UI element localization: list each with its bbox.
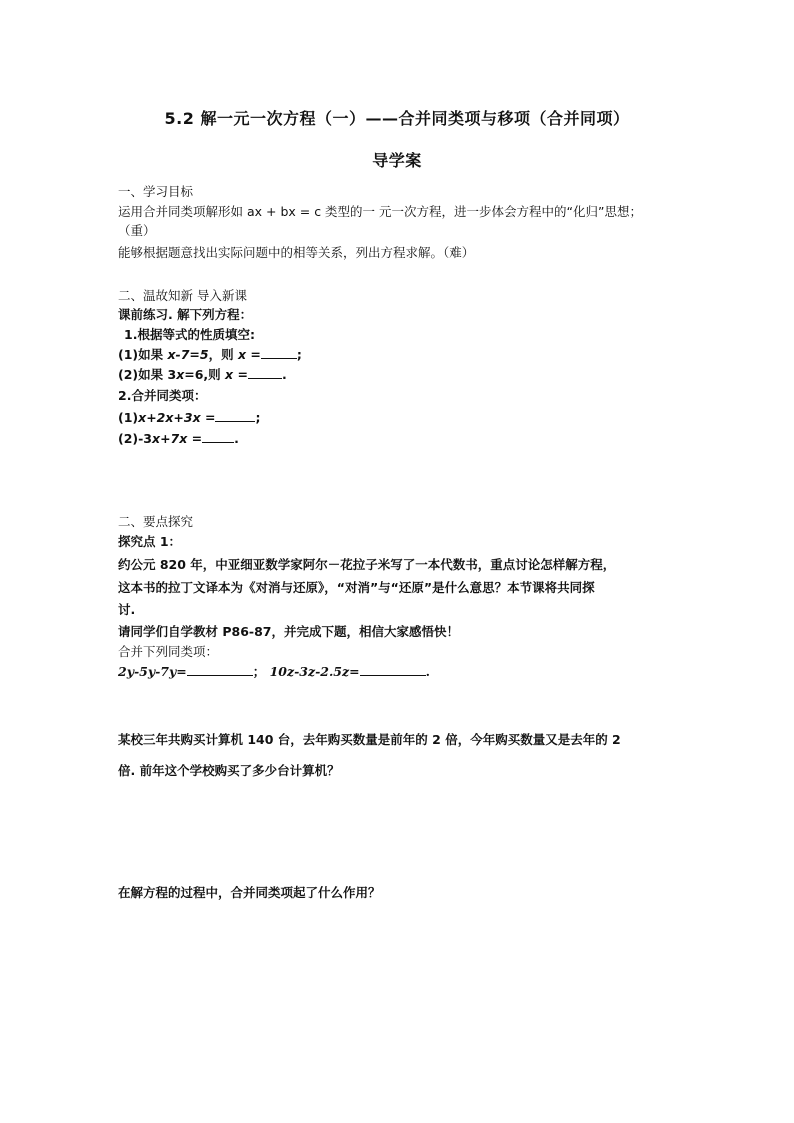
explore-point-1: 探究点 1： [118, 534, 182, 549]
q2b-answer-blank[interactable] [202, 430, 234, 443]
history-paragraph-line-2: 这本书的拉丁文译本为《对消与还原》，“对消”与“还原”是什么意思？本节课将共同探 [118, 580, 595, 595]
q1a-variable: x [237, 347, 247, 362]
word-problem-line-2: 倍. 前年这个学校购买了多少台计算机？ [118, 763, 340, 778]
exercise-end: . [425, 664, 430, 679]
expression-1: 2y-5y-7y= [118, 664, 187, 679]
q1b-answer-blank[interactable] [248, 366, 282, 379]
objective-1: 运用合并同类项解形如 ax + bx = c 类型的一 元一次方程，进一步体会方程中的“化归”思想； [118, 204, 642, 219]
objective-2: 能够根据题意找出实际问题中的相等关系，列出方程求解。（难） [118, 245, 475, 260]
objective-1-mark: （重） [118, 223, 156, 238]
question-1: 1.根据等式的性质填空: [124, 327, 255, 342]
q1a-mid: ，则 [208, 347, 238, 362]
q2b-expression: x+7x [152, 431, 188, 446]
q2b-prefix: (2)-3 [118, 431, 153, 446]
reflection-question: 在解方程的过程中，合并同类项起了什么作用？ [118, 885, 381, 900]
section-heading-objectives: 一、学习目标 [118, 184, 194, 199]
q1b-prefix: (2)如果 3 [118, 367, 177, 382]
section-heading-explore: 二、要点探究 [118, 514, 194, 529]
q1a-prefix: (1)如果 [118, 347, 168, 362]
question-2: 2.合并同类项： [118, 388, 207, 403]
section-heading-review: 二、温故知新 导入新课 [118, 288, 247, 303]
self-study-instruction: 请同学们自学教材 P86-87，并完成下题，相信大家感悟快！ [118, 624, 459, 639]
q2b-end: . [234, 431, 239, 446]
q1a-equation: x-7=5 [167, 347, 209, 362]
question-1a [118, 346, 302, 364]
word-problem-line-1: 某校三年共购买计算机 140 台，去年购买数量是前年的 2 倍，今年购买数量又是去年的 2 [118, 732, 621, 747]
document-subtitle: 导学案 [372, 151, 422, 170]
history-paragraph-line-3: 讨. [118, 602, 136, 617]
q1b-end: . [281, 367, 287, 382]
q2b-equals: = [187, 431, 203, 446]
q2a-answer-blank[interactable] [215, 409, 255, 422]
expression-2: 10z-3z-2.5z= [269, 664, 360, 679]
combine-terms-instruction: 合并下列同类项： [118, 644, 219, 659]
question-1b [118, 366, 287, 384]
q1a-equals: = [246, 347, 261, 362]
q2a-prefix: (1) [118, 410, 139, 425]
question-2a [118, 409, 260, 427]
q1b-variable-2: x [225, 367, 234, 382]
q1a-answer-blank[interactable] [261, 346, 297, 359]
exercise-separator: ； [252, 664, 270, 679]
q1b-eq: =6,则 [184, 367, 226, 382]
combine-terms-exercise [118, 663, 430, 681]
history-paragraph-line-1: 约公元 820 年，中亚细亚数学家阿尔－花拉子米写了一本代数书，重点讨论怎样解方程， [118, 557, 616, 572]
expression-1-answer-blank[interactable] [187, 663, 253, 676]
pre-class-exercise: 课前练习. 解下列方程： [118, 307, 253, 322]
q2a-expression: x+2x+3x [138, 410, 201, 425]
q1b-variable: x [176, 367, 185, 382]
q1a-end: ; [296, 347, 302, 362]
document-title: 5.2 解一元一次方程（一）——合并同类项与移项（合并同项） [164, 109, 630, 128]
q1b-equals: = [233, 367, 248, 382]
q2a-equals: = [200, 410, 216, 425]
question-2b [118, 430, 239, 448]
expression-2-answer-blank[interactable] [360, 663, 426, 676]
q2a-end: ; [255, 410, 261, 425]
